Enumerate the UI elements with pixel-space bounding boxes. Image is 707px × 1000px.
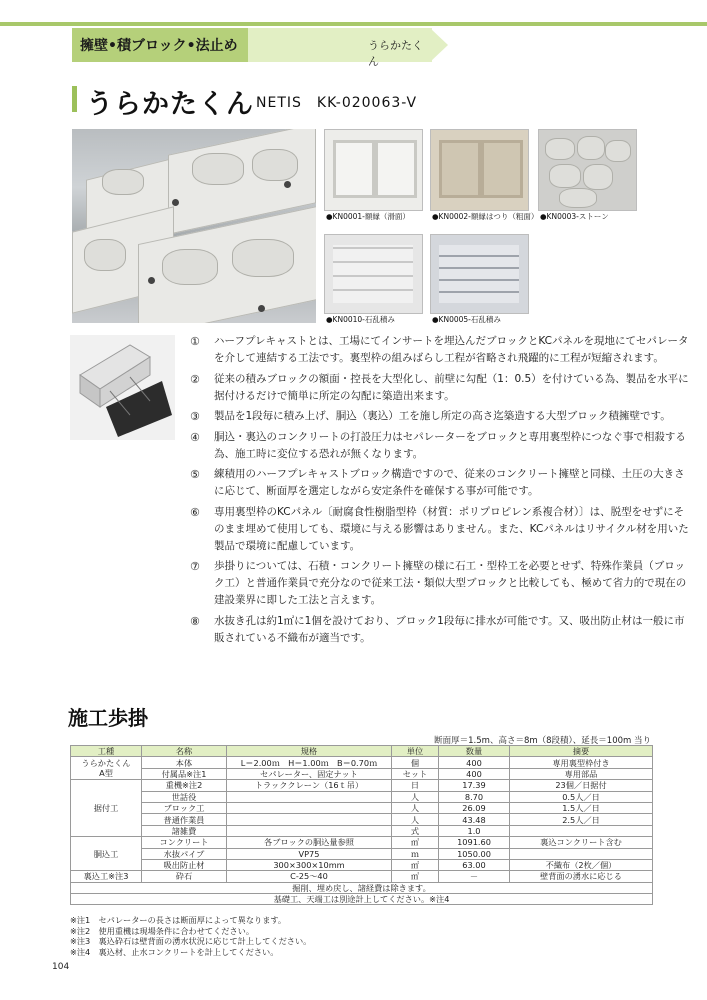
cell-qty: 1091.60 bbox=[439, 837, 510, 848]
cell-note: 23個／日据付 bbox=[510, 780, 653, 791]
table-row bbox=[71, 780, 653, 791]
table-row bbox=[71, 837, 653, 848]
stone-texture bbox=[583, 164, 613, 190]
cell-spec bbox=[227, 825, 392, 836]
rubble-texture bbox=[333, 245, 413, 303]
cell-qty: 400 bbox=[439, 757, 510, 768]
col-header: 名称 bbox=[142, 746, 227, 757]
cell-spec: トラッククレーン（16ｔ吊） bbox=[227, 780, 392, 791]
thumb-kn0003 bbox=[538, 129, 637, 211]
thumb-kn0001 bbox=[324, 129, 423, 211]
cell-spec bbox=[227, 802, 392, 813]
stone-texture bbox=[605, 140, 631, 162]
drain-hole bbox=[148, 277, 155, 284]
list-item: ⑥ 専用裏型枠のKCパネル〔耐腐食性樹脂型枠（材質：ポリプロピレン系複合材）〕は、脱型をせずにそのまま埋めて使用しても、環境に与える影響はありません。また、KCパネルはリサイクル材を用いた製品で環境に配慮しています。 bbox=[190, 505, 689, 552]
top-accent-bar bbox=[0, 22, 707, 26]
table-header-row bbox=[71, 746, 653, 757]
col-header: 単位 bbox=[392, 746, 439, 757]
list-item: ① ハーフプレキャストとは、工場にてインサートを埋込んだブロックとKCパネルを現地にてセパレータを介して連結する工法です。裏型枠の組みばらし工程が省略され飛躍的に工程が短縮されます。 bbox=[190, 335, 689, 364]
stone-texture bbox=[559, 188, 597, 208]
cell-note bbox=[510, 848, 653, 859]
cell-unit: 人 bbox=[392, 791, 439, 802]
cell-spec bbox=[227, 791, 392, 802]
cell-note: 専用裏型枠付き bbox=[510, 757, 653, 768]
table-row bbox=[71, 802, 653, 813]
cell-qty: 63.00 bbox=[439, 859, 510, 870]
stone-texture bbox=[232, 239, 294, 277]
cell-name: 世話役 bbox=[142, 791, 227, 802]
cell-spec bbox=[227, 814, 392, 825]
col-header: 工種 bbox=[71, 746, 142, 757]
stone-texture bbox=[252, 149, 298, 181]
cell-name: 普通作業員 bbox=[142, 814, 227, 825]
title-accent bbox=[72, 86, 77, 112]
table-row bbox=[71, 825, 653, 836]
table-row bbox=[71, 814, 653, 825]
cell-unit: 個 bbox=[392, 757, 439, 768]
caption-kn0010: ●KN0010-石乱積み bbox=[326, 315, 395, 324]
product-photo-main bbox=[72, 129, 316, 323]
cell-spec: 300×300×10mm bbox=[227, 859, 392, 870]
cell-unit: 日 bbox=[392, 780, 439, 791]
page-number: 104 bbox=[52, 962, 70, 972]
list-item: ② 従来の積みブロックの額面・控長を大型化し、前壁に勾配（1：0.5）を付けている為、製品を水平に据付けるだけで簡単に所定の勾配に築造出来ます。 bbox=[190, 372, 689, 402]
table-row bbox=[71, 768, 653, 779]
cell-name: 水抜パイプ bbox=[142, 848, 227, 859]
cell-note bbox=[510, 825, 653, 836]
list-item: ⑦ 歩掛りについては、石積・コンクリート擁壁の様に石工・型枠工を必要とせず、特殊作業員（ブロック工）と普通作業員で充分なので従来工法・類似大型ブロックと比較しても、極めて省力的で現在の建設業界に即した工法と言えます。 bbox=[190, 560, 687, 606]
thumb-kn0010 bbox=[324, 234, 423, 314]
cell-name: 本体 bbox=[142, 757, 227, 768]
footnote: ※注3 裏込砕石は壁背面の湧水状況に応じて計上してください。 bbox=[70, 936, 312, 947]
col-header: 規格 bbox=[227, 746, 392, 757]
banner-arrow bbox=[430, 28, 448, 62]
cell-name: 付属品※注1 bbox=[142, 768, 227, 779]
stone-texture bbox=[84, 239, 126, 271]
cell-note: 専用部品 bbox=[510, 768, 653, 779]
section-condition-note: 断面厚＝1.5m、高さ＝8m（8段積）、延長＝100m 当り bbox=[434, 736, 651, 746]
cell-qty: 1.0 bbox=[439, 825, 510, 836]
caption-kn0003: ●KN0003-ストーン bbox=[540, 212, 609, 221]
table-row bbox=[71, 871, 653, 882]
stone-texture bbox=[162, 249, 218, 285]
stone-texture bbox=[545, 138, 575, 160]
col-header: 数量 bbox=[439, 746, 510, 757]
cell-unit: ㎡ bbox=[392, 859, 439, 870]
page-title: うらかたくん bbox=[86, 89, 254, 120]
netis-number: NETIS KK-020063-V bbox=[256, 95, 418, 111]
cell-spec: VP75 bbox=[227, 848, 392, 859]
cell-unit: セット bbox=[392, 768, 439, 779]
drain-hole bbox=[284, 181, 291, 188]
table-footer-row bbox=[71, 882, 653, 893]
block-diagram-image bbox=[70, 335, 175, 440]
cell-group: 裏込工※注3 bbox=[71, 871, 142, 882]
rubble-texture bbox=[439, 245, 519, 303]
table-row bbox=[71, 791, 653, 802]
list-item: ③ 製品を1段毎に積み上げ、胴込（裏込）工を施し所定の高さ迄築造する大型ブロック積擁壁です。 bbox=[190, 410, 671, 423]
cell-group: 据付工 bbox=[71, 780, 142, 837]
frame-face-rough bbox=[481, 140, 523, 198]
cell-qty: － bbox=[439, 871, 510, 882]
cell-note: 0.5人／日 bbox=[510, 791, 653, 802]
cell-qty: 400 bbox=[439, 768, 510, 779]
stone-texture bbox=[192, 153, 244, 185]
cell-unit: 人 bbox=[392, 802, 439, 813]
cell-unit: 式 bbox=[392, 825, 439, 836]
cell-note: 壁背面の湧水に応じる bbox=[510, 871, 653, 882]
footnotes bbox=[70, 915, 311, 957]
cost-table bbox=[70, 745, 653, 905]
cell-note: 裏込コンクリート含む bbox=[510, 837, 653, 848]
col-header: 摘要 bbox=[510, 746, 653, 757]
cell-qty: 8.70 bbox=[439, 791, 510, 802]
feature-list bbox=[190, 333, 690, 650]
category-label: 擁壁•積ブロック•法止め bbox=[80, 38, 238, 54]
cell-name: 吸出防止材 bbox=[142, 859, 227, 870]
cell-spec: 各ブロックの胴込量参照 bbox=[227, 837, 392, 848]
cell-name: コンクリート bbox=[142, 837, 227, 848]
caption-kn0005: ●KN0005-石乱積み bbox=[432, 315, 501, 324]
footnote: ※注4 裏込材、止水コンクリートを計上してください。 bbox=[70, 946, 279, 957]
cell-spec: L＝2.00ｍ H＝1.00ｍ B＝0.70ｍ bbox=[227, 757, 392, 768]
cell-qty: 26.09 bbox=[439, 802, 510, 813]
cell-qty: 43.48 bbox=[439, 814, 510, 825]
cell-name: 砕石 bbox=[142, 871, 227, 882]
list-item: ⑤ 練積用のハーフプレキャストブロック構造ですので、従来のコンクリート擁壁と同様、土圧の大きさに応じて、断面厚を選定しながら安定条件を確保する事が可能です。 bbox=[190, 468, 685, 497]
table-row bbox=[71, 859, 653, 870]
cell-group: うらかたくん A型 bbox=[71, 757, 142, 780]
cell-note: 2.5人／日 bbox=[510, 814, 653, 825]
cell-qty: 17.39 bbox=[439, 780, 510, 791]
cell-note: 1.5人／日 bbox=[510, 802, 653, 813]
table-footer-1: 掘削、埋め戻し、諸経費は除きます。 bbox=[71, 882, 653, 893]
stone-texture bbox=[577, 136, 605, 160]
drain-hole bbox=[258, 305, 265, 312]
cell-qty: 1050.00 bbox=[439, 848, 510, 859]
caption-kn0002: ●KN0002-額縁はつり（粗面） bbox=[432, 212, 539, 221]
subcategory-label-box bbox=[248, 28, 432, 68]
cell-name: 諸雑費 bbox=[142, 825, 227, 836]
thumb-kn0005 bbox=[430, 234, 529, 314]
stone-texture bbox=[102, 169, 144, 195]
category-banner bbox=[72, 28, 442, 68]
cell-note: 不織布（2枚／個） bbox=[510, 859, 653, 870]
cell-unit: 人 bbox=[392, 814, 439, 825]
table-footer-2: 基礎工、天端工は別途計上してください。※注4 bbox=[71, 894, 653, 905]
cell-unit: ｍ bbox=[392, 848, 439, 859]
table-row bbox=[71, 848, 653, 859]
stone-texture bbox=[549, 164, 581, 188]
cell-group: 胴込工 bbox=[71, 837, 142, 871]
cell-unit: ㎥ bbox=[392, 837, 439, 848]
list-item: ④ 胴込・裏込のコンクリートの打設圧力はセパレーターをブロックと専用裏型枠につなぐ事で相殺する為、施工時に変位する恐れが無くなります。 bbox=[190, 430, 686, 460]
cell-unit: ㎥ bbox=[392, 871, 439, 882]
section-title: 施工歩掛 bbox=[68, 706, 148, 730]
cell-name: 重機※注2 bbox=[142, 780, 227, 791]
frame-face bbox=[375, 140, 417, 198]
footnote: ※注1 セパレーターの長さは断面厚によって異なります。 bbox=[70, 915, 287, 925]
caption-kn0001: ●KN0001-額縁（滑面） bbox=[326, 212, 410, 221]
cell-spec: セパレーター、固定ナット bbox=[227, 768, 392, 779]
list-item: ⑧ 水抜き孔は約1㎡に1個を設けており、ブロック1段毎に排水が可能です。又、吸出防止材は一般に市販されている不織布が適当です。 bbox=[190, 614, 685, 644]
table-footer-row bbox=[71, 894, 653, 905]
category-label-box bbox=[72, 28, 248, 62]
table-row bbox=[71, 757, 653, 768]
footnote: ※注2 使用重機は現場条件に合わせてください。 bbox=[70, 925, 255, 936]
frame-face bbox=[333, 140, 375, 198]
drain-hole bbox=[172, 199, 179, 206]
subcategory-label: うらかたくん bbox=[368, 39, 423, 68]
thumb-kn0002 bbox=[430, 129, 529, 211]
cell-name: ブロック工 bbox=[142, 802, 227, 813]
cell-spec: C-25～40 bbox=[227, 871, 392, 882]
frame-face-rough bbox=[439, 140, 481, 198]
